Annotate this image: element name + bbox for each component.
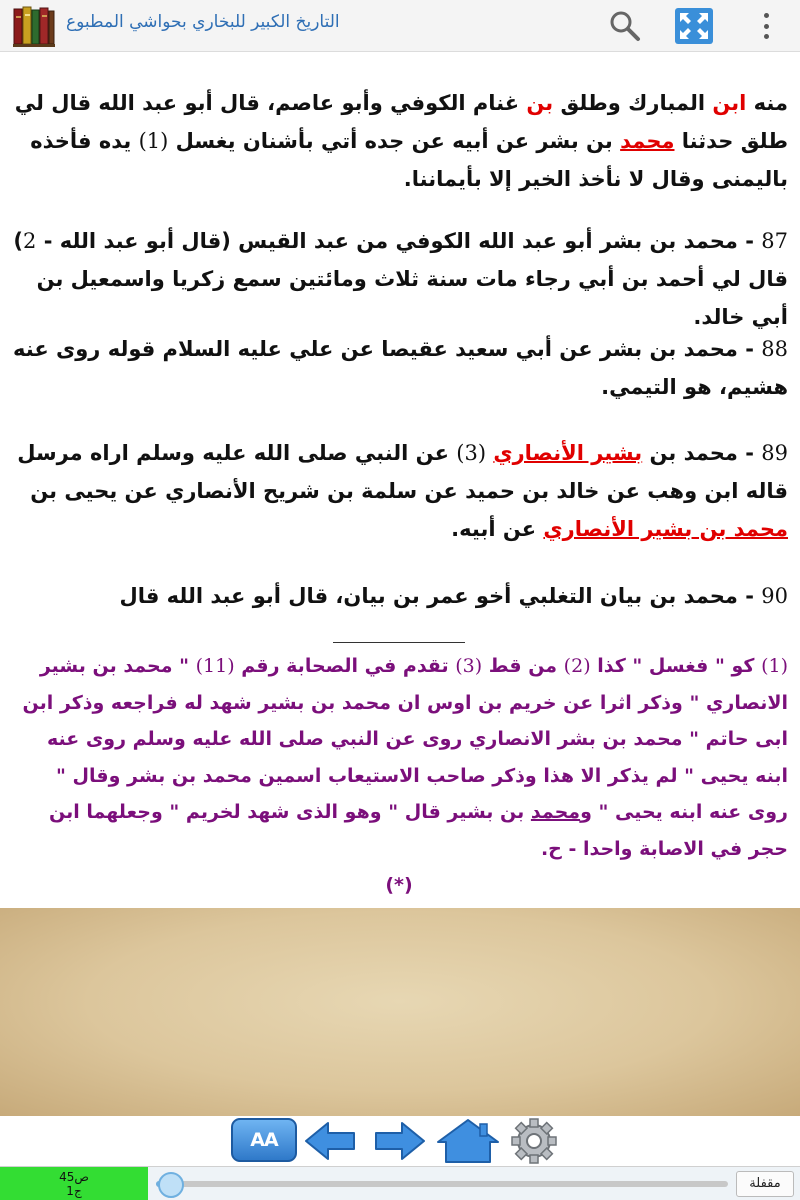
entry-90: 90 - محمد بن بيان التغلبي أخو عمر بن بيان، قال أبو عبد الله قال [119, 584, 788, 608]
highlight-term: محمد [620, 129, 675, 153]
highlight-term: بشير الأنصاري [493, 441, 643, 465]
forward-arrow-icon[interactable] [372, 1118, 428, 1164]
highlight-term: ابن [712, 91, 747, 115]
overflow-menu-icon[interactable] [752, 10, 780, 42]
entry-87: 87 - محمد بن بشر أبو عبد الله الكوفي من عبد القيس (قال أبو عبد الله - 2) قال لي أحمد بن أبي رجاء مات سنة ثلاث ومائتين سمع زكريا واسمعيل بن أبي خالد. [13, 229, 788, 329]
lock-button[interactable]: مقفلة [736, 1171, 794, 1197]
status-bar [0, 1166, 800, 1200]
page-indicator [0, 1167, 148, 1200]
slider-thumb[interactable] [158, 1172, 184, 1198]
app-bar [0, 0, 800, 52]
book-page [0, 52, 800, 908]
bottom-toolbar [0, 1116, 800, 1166]
highlight-term: محمد بن بشير الأنصاري [543, 517, 788, 541]
entry-89: 89 - محمد بن بشير الأنصاري (3) عن النبي صلى الله عليه وسلم اراه مرسل قاله ابن وهب عن خالد بن حميد عن سلمة بن شريح الأنصاري عن يحيى بن محمد بن بشير الأنصاري عن أبيه. [17, 441, 788, 541]
volume-number: ج1 [66, 1184, 82, 1198]
expand-icon[interactable] [675, 8, 713, 44]
footnote-mark: (*) [385, 874, 413, 896]
paragraph-1: منه ابن المبارك وطلق بن غنام الكوفي وأبو عاصم، قال أبو عبد الله قال لي طلق حدثنا محمد بن بشر عن أبيه عن جده أتي بأشنان يغسل (1) يده فأخذه باليمنى وقال لا نأخذ الخير إلا بأيماننا. [14, 91, 788, 191]
parchment-background [0, 908, 800, 1116]
books-icon[interactable] [12, 5, 56, 47]
highlight-term: بن [526, 91, 554, 115]
page-number: ص45 [59, 1170, 89, 1184]
page-slider[interactable] [156, 1181, 728, 1187]
app-title: التاريخ الكبير للبخاري بحواشي المطبوع [66, 12, 340, 32]
footnote-divider [333, 642, 465, 643]
font-size-button[interactable]: AA [231, 1118, 297, 1162]
home-icon[interactable] [436, 1118, 500, 1164]
search-icon[interactable] [608, 9, 642, 43]
back-arrow-icon[interactable] [302, 1118, 358, 1164]
footnote: (1) كو " فغسل " كذا (2) من قط (3) تقدم في الصحابة رقم (11) " محمد بن بشير الانصاري " وذكر اثرا عن خريم بن اوس ان محمد بن بشير شهد له فراجعه وذكر ابن ابى حاتم " محمد بن بشر الانصاري روى عن النبي صلى الله عليه وسلم روى عنه ابنه يحيى " لم يذكر الا هذا وذكر صاحب الاستيعاب اسمين محمد بن بشر وقال " روى عنه ابنه يحيى " ومحمد بن بشير قال " وهو الذى شهد لخريم " وجعلهما ابن حجر في الاصابة واحدا - ح. (*) [10, 648, 788, 904]
settings-gear-icon[interactable] [502, 1118, 566, 1164]
entry-88: 88 - محمد بن بشر عن أبي سعيد عقيصا عن علي عليه السلام قوله روى عنه هشيم، هو التيمي. [13, 337, 788, 399]
